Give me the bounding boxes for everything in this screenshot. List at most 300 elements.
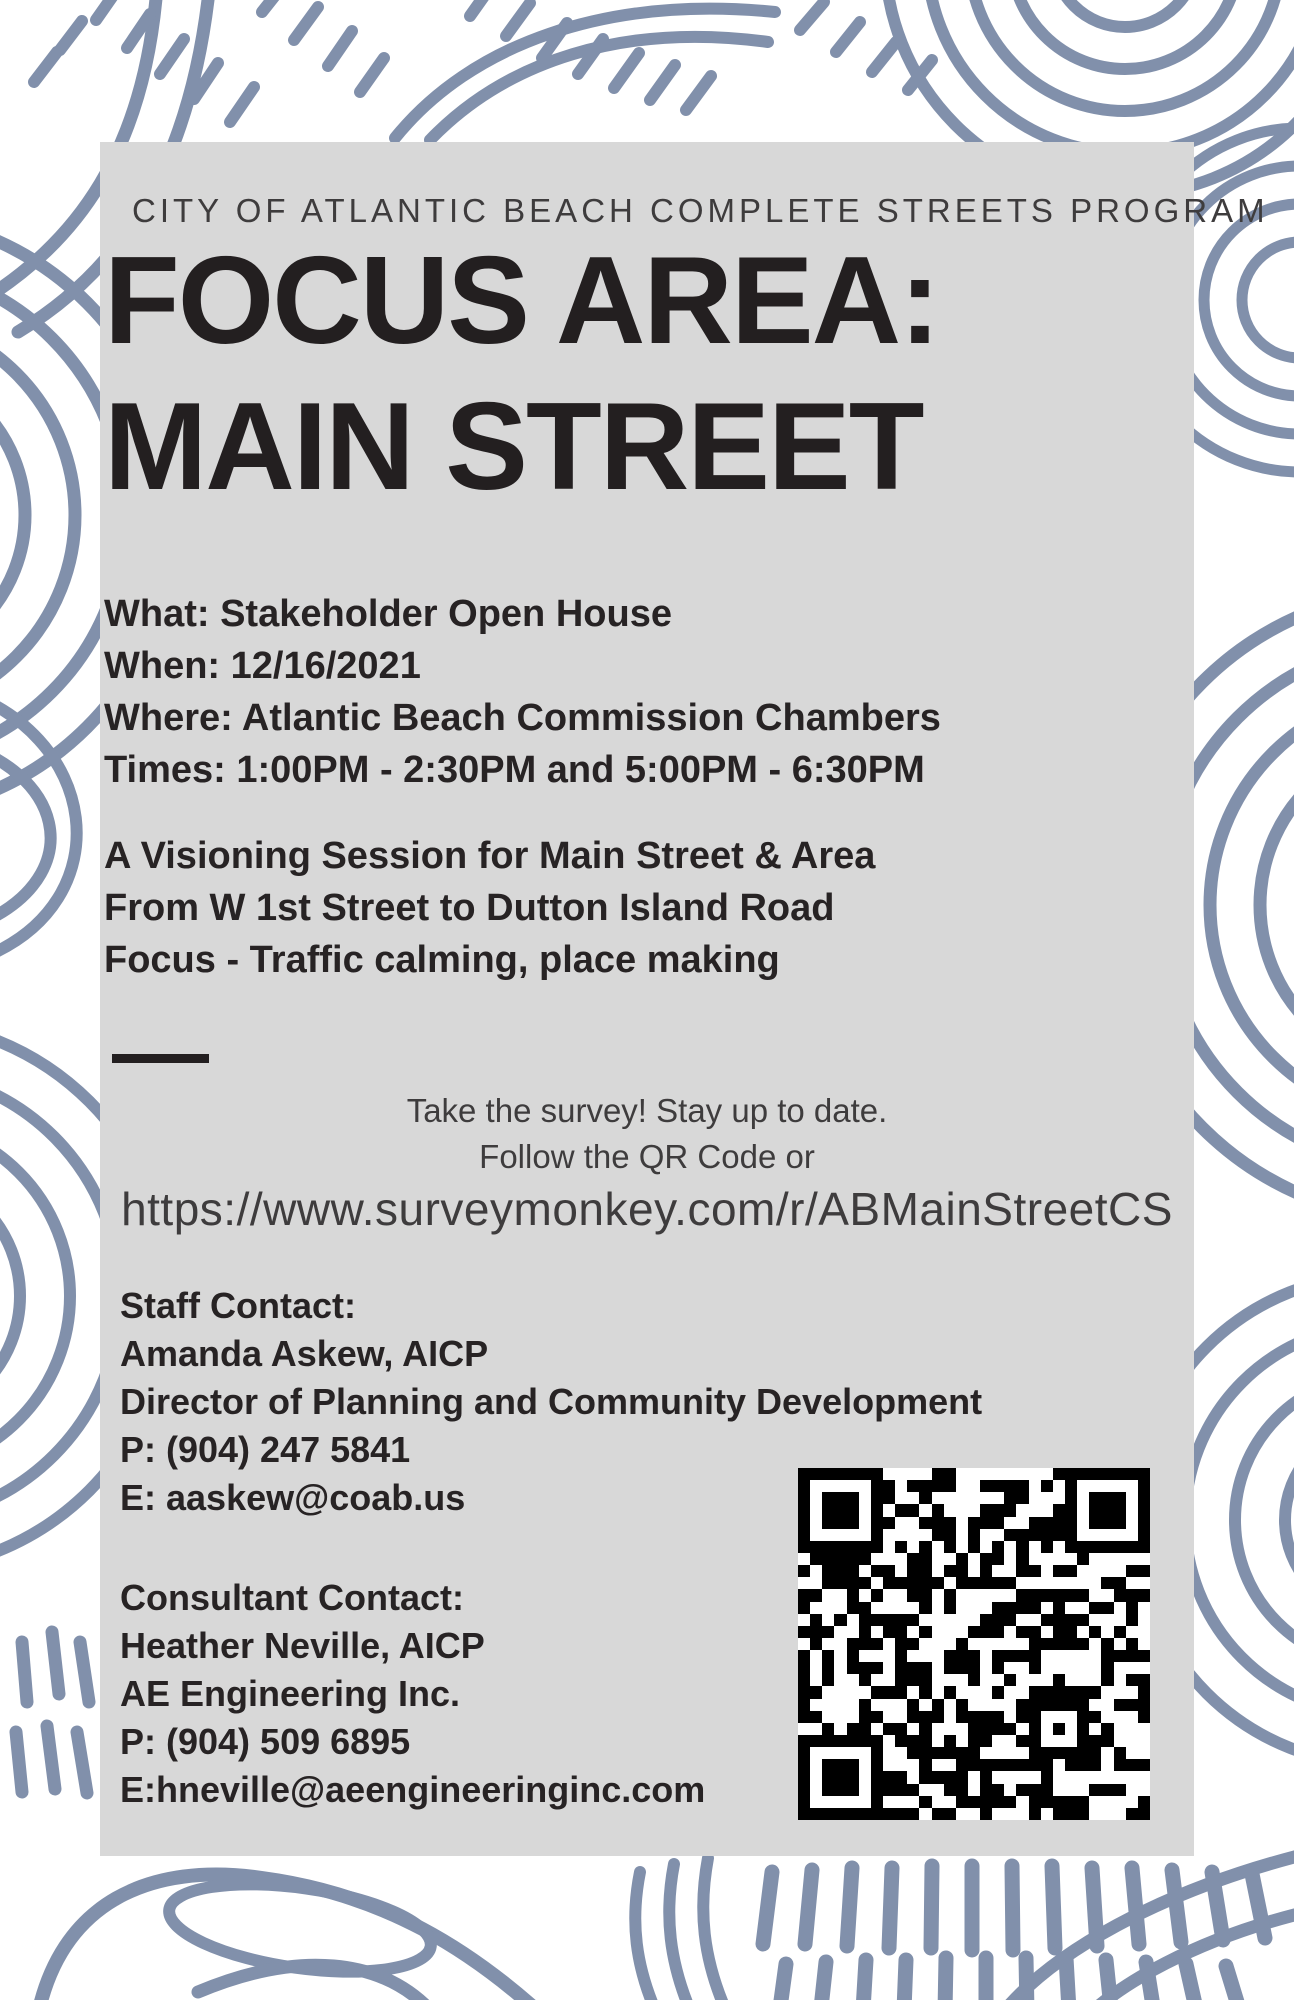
qr-module [895, 1784, 907, 1796]
qr-module [1016, 1735, 1028, 1747]
qr-module [1138, 1589, 1150, 1601]
qr-module [810, 1650, 822, 1662]
qr-module [932, 1480, 944, 1492]
staff-contact-phone: P: (904) 247 5841 [120, 1429, 411, 1470]
qr-module [1065, 1796, 1077, 1808]
qr-module [992, 1541, 1004, 1553]
qr-module [798, 1759, 810, 1771]
qr-module [1004, 1784, 1016, 1796]
qr-module [956, 1504, 968, 1516]
qr-module [907, 1529, 919, 1541]
qr-module [992, 1480, 1004, 1492]
qr-module [1065, 1468, 1077, 1480]
qr-module [1053, 1699, 1065, 1711]
qr-module [810, 1626, 822, 1638]
qr-module [834, 1662, 846, 1674]
qr-module [1053, 1626, 1065, 1638]
qr-module [810, 1589, 822, 1601]
qr-module [1016, 1626, 1028, 1638]
qr-module [798, 1541, 810, 1553]
qr-module [834, 1711, 846, 1723]
qr-module [822, 1626, 834, 1638]
qr-module [822, 1541, 834, 1553]
qr-module [907, 1686, 919, 1698]
qr-module [810, 1468, 822, 1480]
qr-module [1029, 1711, 1041, 1723]
qr-module [919, 1662, 931, 1674]
qr-module [895, 1626, 907, 1638]
qr-module [980, 1492, 992, 1504]
qr-module [992, 1638, 1004, 1650]
qr-module [932, 1626, 944, 1638]
qr-module [859, 1674, 871, 1686]
qr-module [847, 1699, 859, 1711]
qr-module [956, 1577, 968, 1589]
qr-module [1126, 1759, 1138, 1771]
qr-module [871, 1759, 883, 1771]
qr-module [871, 1650, 883, 1662]
qr-module [1126, 1747, 1138, 1759]
title-line-2: MAIN STREET [104, 378, 923, 516]
qr-module [1065, 1589, 1077, 1601]
qr-module [919, 1784, 931, 1796]
qr-module [871, 1614, 883, 1626]
qr-module [907, 1614, 919, 1626]
qr-module [1126, 1771, 1138, 1783]
qr-module [859, 1699, 871, 1711]
qr-module [1016, 1686, 1028, 1698]
qr-module [1114, 1638, 1126, 1650]
qr-module [1065, 1699, 1077, 1711]
survey-url: https://www.surveymonkey.com/r/ABMainStreetCS [121, 1183, 1173, 1235]
qr-module [1065, 1723, 1077, 1735]
qr-module [1029, 1577, 1041, 1589]
qr-module [919, 1602, 931, 1614]
qr-module [1126, 1541, 1138, 1553]
qr-module [834, 1589, 846, 1601]
qr-module [871, 1602, 883, 1614]
qr-module [1126, 1614, 1138, 1626]
qr-module [1114, 1674, 1126, 1686]
qr-module [1089, 1638, 1101, 1650]
qr-module [1041, 1626, 1053, 1638]
qr-module [1004, 1553, 1016, 1565]
qr-module [1004, 1735, 1016, 1747]
qr-module [822, 1686, 834, 1698]
qr-module [834, 1686, 846, 1698]
session-line-2: From W 1st Street to Dutton Island Road [104, 887, 835, 929]
qr-module [1029, 1553, 1041, 1565]
qr-module [980, 1589, 992, 1601]
qr-module [1077, 1674, 1089, 1686]
qr-module [907, 1662, 919, 1674]
qr-module [847, 1796, 859, 1808]
qr-module [1041, 1808, 1053, 1820]
qr-module [1041, 1711, 1053, 1723]
qr-module [871, 1723, 883, 1735]
qr-module [1077, 1602, 1089, 1614]
qr-module [1101, 1529, 1113, 1541]
qr-module [871, 1541, 883, 1553]
qr-module [1029, 1517, 1041, 1529]
qr-module [847, 1662, 859, 1674]
qr-module [919, 1577, 931, 1589]
qr-module [859, 1517, 871, 1529]
qr-module [1065, 1517, 1077, 1529]
qr-module [1053, 1529, 1065, 1541]
qr-module [1053, 1480, 1065, 1492]
qr-module [859, 1796, 871, 1808]
qr-module [1114, 1529, 1126, 1541]
qr-module [907, 1674, 919, 1686]
qr-module [944, 1577, 956, 1589]
qr-module [822, 1517, 834, 1529]
qr-module [895, 1589, 907, 1601]
qr-module [932, 1796, 944, 1808]
qr-module [956, 1723, 968, 1735]
qr-module [907, 1771, 919, 1783]
qr-module [1016, 1541, 1028, 1553]
qr-module [992, 1517, 1004, 1529]
qr-module [1101, 1771, 1113, 1783]
qr-module [956, 1553, 968, 1565]
qr-module [956, 1735, 968, 1747]
consultant-contact-block [120, 1574, 705, 1814]
qr-module [1101, 1517, 1113, 1529]
qr-module [1089, 1686, 1101, 1698]
qr-module [895, 1529, 907, 1541]
qr-module [847, 1480, 859, 1492]
qr-module [1089, 1480, 1101, 1492]
qr-module [1126, 1735, 1138, 1747]
qr-module [847, 1735, 859, 1747]
qr-module [1041, 1529, 1053, 1541]
qr-module [1029, 1699, 1041, 1711]
qr-module [1077, 1589, 1089, 1601]
qr-module [1077, 1735, 1089, 1747]
qr-module [1029, 1602, 1041, 1614]
qr-module [895, 1614, 907, 1626]
qr-module [847, 1517, 859, 1529]
qr-module [871, 1674, 883, 1686]
qr-module [847, 1674, 859, 1686]
qr-module [1101, 1796, 1113, 1808]
qr-module [1004, 1699, 1016, 1711]
qr-module [810, 1699, 822, 1711]
qr-module [919, 1759, 931, 1771]
qr-module [810, 1747, 822, 1759]
qr-module [822, 1504, 834, 1516]
qr-module [919, 1541, 931, 1553]
qr-module [1004, 1565, 1016, 1577]
qr-module [1138, 1638, 1150, 1650]
qr-module [871, 1492, 883, 1504]
qr-module [1004, 1808, 1016, 1820]
qr-module [895, 1771, 907, 1783]
qr-module [1041, 1759, 1053, 1771]
qr-module [834, 1468, 846, 1480]
qr-module [1016, 1784, 1028, 1796]
qr-module [1126, 1468, 1138, 1480]
qr-module [859, 1565, 871, 1577]
qr-module [907, 1553, 919, 1565]
qr-module [1114, 1711, 1126, 1723]
qr-module [810, 1662, 822, 1674]
qr-module [956, 1662, 968, 1674]
qr-module [834, 1565, 846, 1577]
qr-module [847, 1626, 859, 1638]
qr-module [1114, 1808, 1126, 1820]
qr-module [798, 1517, 810, 1529]
qr-module [956, 1771, 968, 1783]
qr-module [944, 1686, 956, 1698]
qr-module [932, 1747, 944, 1759]
qr-module [932, 1699, 944, 1711]
qr-module [1016, 1529, 1028, 1541]
qr-module [1029, 1468, 1041, 1480]
qr-module [968, 1504, 980, 1516]
qr-module [1138, 1711, 1150, 1723]
qr-module [932, 1589, 944, 1601]
qr-module [883, 1541, 895, 1553]
qr-module [1041, 1723, 1053, 1735]
qr-module [1041, 1504, 1053, 1516]
qr-module [932, 1711, 944, 1723]
qr-module [1114, 1468, 1126, 1480]
qr-module [1089, 1468, 1101, 1480]
qr-module [980, 1565, 992, 1577]
consultant-contact-name: Heather Neville, AICP [120, 1625, 485, 1666]
qr-module [859, 1480, 871, 1492]
qr-module [1138, 1504, 1150, 1516]
qr-module [1126, 1686, 1138, 1698]
qr-module [919, 1735, 931, 1747]
qr-module [992, 1723, 1004, 1735]
qr-module [956, 1541, 968, 1553]
qr-module [871, 1686, 883, 1698]
qr-module [1041, 1565, 1053, 1577]
qr-module [1089, 1589, 1101, 1601]
qr-module [1114, 1747, 1126, 1759]
qr-module [992, 1735, 1004, 1747]
staff-contact-email: E: aaskew@coab.us [120, 1477, 466, 1518]
qr-module [980, 1468, 992, 1480]
qr-module [907, 1759, 919, 1771]
qr-module [871, 1771, 883, 1783]
qr-module [859, 1711, 871, 1723]
qr-module [944, 1747, 956, 1759]
qr-module [968, 1662, 980, 1674]
qr-module [871, 1577, 883, 1589]
qr-module [834, 1650, 846, 1662]
qr-module [859, 1468, 871, 1480]
qr-module [1077, 1771, 1089, 1783]
qr-module [810, 1492, 822, 1504]
qr-module [980, 1735, 992, 1747]
qr-module [932, 1541, 944, 1553]
qr-module [859, 1723, 871, 1735]
qr-module [1029, 1638, 1041, 1650]
qr-module [944, 1492, 956, 1504]
qr-module [1041, 1492, 1053, 1504]
qr-module [1041, 1784, 1053, 1796]
qr-module [1114, 1504, 1126, 1516]
qr-module [1126, 1699, 1138, 1711]
qr-module [895, 1541, 907, 1553]
qr-module [992, 1771, 1004, 1783]
survey-callout [100, 1088, 1194, 1180]
qr-module [834, 1808, 846, 1820]
qr-module [859, 1529, 871, 1541]
qr-module [834, 1577, 846, 1589]
qr-module [907, 1565, 919, 1577]
qr-module [968, 1808, 980, 1820]
qr-module [810, 1577, 822, 1589]
qr-module [1077, 1650, 1089, 1662]
qr-module [822, 1699, 834, 1711]
qr-module [968, 1771, 980, 1783]
qr-module [907, 1747, 919, 1759]
qr-module [1101, 1662, 1113, 1674]
qr-module [1004, 1529, 1016, 1541]
qr-module [919, 1480, 931, 1492]
qr-module [1077, 1711, 1089, 1723]
qr-module [847, 1541, 859, 1553]
qr-module [944, 1529, 956, 1541]
qr-module [895, 1808, 907, 1820]
qr-module [798, 1529, 810, 1541]
qr-module [1089, 1553, 1101, 1565]
qr-module [822, 1565, 834, 1577]
qr-module [859, 1541, 871, 1553]
qr-module [1126, 1662, 1138, 1674]
qr-module [1065, 1808, 1077, 1820]
qr-module [992, 1699, 1004, 1711]
qr-module [1029, 1626, 1041, 1638]
qr-module [1053, 1589, 1065, 1601]
qr-module [1065, 1711, 1077, 1723]
qr-module [1138, 1686, 1150, 1698]
qr-module [944, 1480, 956, 1492]
qr-module [895, 1577, 907, 1589]
qr-module [1114, 1796, 1126, 1808]
qr-module [1041, 1602, 1053, 1614]
qr-module [895, 1662, 907, 1674]
qr-module [1077, 1747, 1089, 1759]
qr-module [810, 1517, 822, 1529]
qr-module [1016, 1723, 1028, 1735]
qr-module [980, 1674, 992, 1686]
qr-module [798, 1553, 810, 1565]
qr-module [907, 1480, 919, 1492]
qr-module [1126, 1517, 1138, 1529]
qr-module [1041, 1699, 1053, 1711]
qr-module [822, 1674, 834, 1686]
qr-module [944, 1723, 956, 1735]
qr-module [907, 1699, 919, 1711]
qr-module [956, 1517, 968, 1529]
qr-module [944, 1517, 956, 1529]
qr-module [883, 1626, 895, 1638]
qr-module [932, 1723, 944, 1735]
qr-module [834, 1504, 846, 1516]
qr-module [798, 1674, 810, 1686]
qr-module [1114, 1662, 1126, 1674]
qr-module [919, 1517, 931, 1529]
qr-module [871, 1747, 883, 1759]
qr-module [1126, 1529, 1138, 1541]
qr-module [919, 1492, 931, 1504]
qr-module [1089, 1662, 1101, 1674]
qr-module [980, 1480, 992, 1492]
qr-module [1016, 1468, 1028, 1480]
qr-module [1041, 1589, 1053, 1601]
qr-module [834, 1602, 846, 1614]
qr-module [907, 1650, 919, 1662]
qr-module [1138, 1674, 1150, 1686]
qr-module [1138, 1626, 1150, 1638]
qr-module [1114, 1626, 1126, 1638]
qr-module [1126, 1577, 1138, 1589]
qr-module [907, 1784, 919, 1796]
qr-module [1041, 1735, 1053, 1747]
qr-module [895, 1735, 907, 1747]
qr-module [1053, 1553, 1065, 1565]
qr-module [1053, 1674, 1065, 1686]
qr-module [1053, 1614, 1065, 1626]
qr-module [980, 1662, 992, 1674]
qr-module [1004, 1686, 1016, 1698]
qr-module [1114, 1480, 1126, 1492]
qr-module [822, 1735, 834, 1747]
qr-module [1114, 1614, 1126, 1626]
qr-module [1138, 1759, 1150, 1771]
qr-module [1077, 1553, 1089, 1565]
qr-module [932, 1686, 944, 1698]
qr-module [1101, 1735, 1113, 1747]
qr-module [992, 1614, 1004, 1626]
qr-module [1053, 1541, 1065, 1553]
qr-module [1016, 1771, 1028, 1783]
qr-module [883, 1771, 895, 1783]
qr-module [1053, 1735, 1065, 1747]
qr-module [1077, 1784, 1089, 1796]
qr-module [1004, 1626, 1016, 1638]
qr-module [968, 1711, 980, 1723]
qr-module [895, 1638, 907, 1650]
qr-module [895, 1492, 907, 1504]
qr-module [1077, 1699, 1089, 1711]
consultant-contact-phone: P: (904) 509 6895 [120, 1721, 411, 1762]
qr-module [1029, 1480, 1041, 1492]
qr-module [871, 1699, 883, 1711]
qr-module [822, 1589, 834, 1601]
qr-module [932, 1638, 944, 1650]
qr-module [1016, 1699, 1028, 1711]
qr-module [798, 1492, 810, 1504]
qr-module [822, 1577, 834, 1589]
qr-module [810, 1784, 822, 1796]
qr-module [1101, 1808, 1113, 1820]
qr-module [907, 1577, 919, 1589]
qr-module [956, 1699, 968, 1711]
qr-module [1089, 1674, 1101, 1686]
qr-module [1114, 1699, 1126, 1711]
qr-module [1029, 1808, 1041, 1820]
qr-module [956, 1480, 968, 1492]
qr-module [919, 1796, 931, 1808]
qr-module [992, 1553, 1004, 1565]
